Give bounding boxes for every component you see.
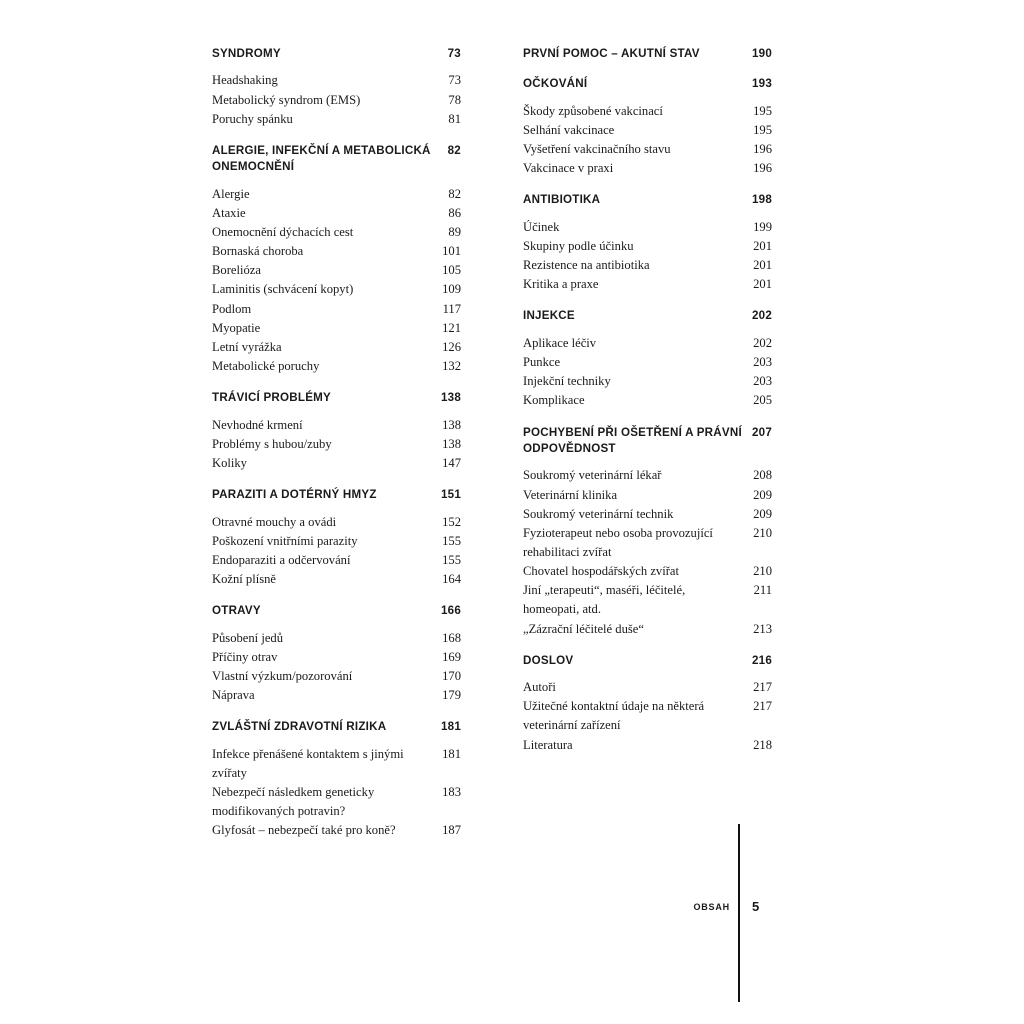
- toc-entry[interactable]: [523, 218, 772, 237]
- toc-section-heading[interactable]: [523, 192, 772, 208]
- toc-entry-page: 211: [753, 583, 772, 598]
- toc-section-heading[interactable]: [212, 143, 461, 176]
- toc-entry-page: 196: [753, 142, 772, 157]
- footer-section-label: OBSAH: [693, 902, 730, 912]
- toc-entry-title: Soukromý veterinární lékař: [523, 468, 662, 483]
- toc-section-title: POCHYBENÍ PŘI OŠETŘENÍ A PRÁVNÍ ODPOVĚDNOST: [523, 425, 742, 455]
- toc-entry-title: Rezistence na antibiotika: [523, 258, 650, 273]
- toc-entry-title: Působení jedů: [212, 630, 284, 645]
- toc-entry[interactable]: [523, 140, 772, 159]
- toc-entry-title: Glyfosát – nebezpečí také pro koně?: [212, 823, 396, 838]
- toc-entry[interactable]: [523, 678, 772, 697]
- toc-entry-title: Metabolický syndrom (EMS): [212, 92, 361, 107]
- toc-entry-title: Škody způsobené vakcinací: [523, 103, 663, 118]
- toc-entry-page: 89: [448, 225, 461, 240]
- toc-entry-page: 195: [753, 103, 772, 118]
- toc-entry[interactable]: [212, 261, 461, 280]
- toc-section-title: PARAZITI A DOTÉRNÝ HMYZ: [212, 488, 377, 502]
- toc-section-page: 207: [751, 425, 772, 439]
- toc-entry-page: 195: [753, 123, 772, 138]
- toc-column-left: [212, 46, 461, 840]
- toc-entry-page: 105: [442, 263, 461, 278]
- toc-entry-title: Veterinární klinika: [523, 487, 618, 502]
- toc-entry-page: 138: [442, 417, 461, 432]
- spacer: [212, 504, 461, 513]
- toc-section-heading[interactable]: [523, 653, 772, 669]
- toc-section-page: 193: [751, 77, 772, 91]
- toc-entry[interactable]: [523, 256, 772, 275]
- toc-entry-group: [523, 466, 772, 638]
- toc-entry-page: 201: [753, 277, 772, 292]
- toc-column-right: [523, 46, 772, 840]
- toc-entry[interactable]: [212, 686, 461, 705]
- toc-entry-group: [212, 71, 461, 128]
- toc-section-page: 216: [751, 653, 772, 667]
- toc-section-heading[interactable]: [523, 76, 772, 92]
- toc-entry-title: Punkce: [523, 355, 561, 370]
- toc-section-title: DOSLOV: [523, 653, 574, 667]
- toc-entry-page: 201: [753, 258, 772, 273]
- toc-entry[interactable]: [212, 629, 461, 648]
- toc-entry[interactable]: [212, 416, 461, 435]
- toc-entry-title: Myopatie: [212, 320, 261, 335]
- toc-entry-title: Jiní „terapeuti“, maséři, léčitelé, homeopati, atd.: [523, 583, 686, 617]
- toc-entry-page: 209: [753, 487, 772, 502]
- toc-entry-page: 210: [753, 564, 772, 579]
- toc-entry[interactable]: [523, 486, 772, 505]
- toc-entry-page: 126: [442, 339, 461, 354]
- toc-entry-title: Kritika a praxe: [523, 277, 599, 292]
- toc-entry[interactable]: [523, 697, 772, 735]
- spacer: [523, 62, 772, 76]
- toc-entry-page: 210: [753, 525, 772, 540]
- toc-section-heading[interactable]: [523, 46, 772, 62]
- page-footer: [642, 899, 772, 1002]
- toc-section-page: 166: [440, 604, 461, 618]
- toc-entry-page: 152: [442, 514, 461, 529]
- spacer: [523, 178, 772, 192]
- toc-entry[interactable]: [523, 353, 772, 372]
- toc-section-page: 181: [440, 720, 461, 734]
- toc-entry-page: 209: [753, 506, 772, 521]
- toc-entry-title: Příčiny otrav: [212, 649, 278, 664]
- toc-entry[interactable]: [212, 454, 461, 473]
- toc-entry-page: 199: [753, 219, 772, 234]
- toc-entry[interactable]: [212, 110, 461, 129]
- toc-entry-group: [212, 416, 461, 473]
- toc-entry-group: [212, 185, 461, 376]
- toc-entry-page: 138: [442, 436, 461, 451]
- toc-entry[interactable]: [212, 185, 461, 204]
- toc-entry[interactable]: [212, 667, 461, 686]
- toc-entry-page: 117: [442, 301, 461, 316]
- toc-entry-group: [523, 102, 772, 179]
- toc-section-title: INJEKCE: [523, 309, 575, 323]
- footer-divider: [738, 824, 740, 1002]
- toc-section-title: ALERGIE, INFEKČNÍ A METABOLICKÁ ONEMOCNĚNÍ: [212, 143, 431, 174]
- toc-entry-page: 168: [442, 630, 461, 645]
- toc-section-heading[interactable]: [212, 603, 461, 619]
- toc-entry[interactable]: [212, 204, 461, 223]
- toc-section-page: 190: [751, 47, 772, 60]
- spacer: [212, 62, 461, 71]
- toc-entry-title: Náprava: [212, 687, 255, 702]
- toc-entry-title: Podlom: [212, 301, 252, 316]
- toc-entry-title: Poruchy spánku: [212, 111, 293, 126]
- spacer: [523, 639, 772, 653]
- toc-entry-page: 164: [442, 571, 461, 586]
- toc-entry[interactable]: [212, 280, 461, 299]
- toc-entry-title: Fyzioterapeut nebo osoba provozující rehabilitaci zvířat: [523, 525, 713, 559]
- toc-entry-page: 109: [442, 282, 461, 297]
- toc-entry-page: 73: [448, 73, 461, 88]
- toc-entry-page: 86: [448, 205, 461, 220]
- toc-entry-page: 170: [442, 668, 461, 683]
- spacer: [212, 705, 461, 719]
- toc-entry-title: Komplikace: [523, 393, 585, 408]
- toc-entry-title: Koliky: [212, 455, 247, 470]
- toc-entry-title: Letní vyrážka: [212, 339, 282, 354]
- toc-section-page: 198: [751, 193, 772, 207]
- toc-entry[interactable]: [212, 551, 461, 570]
- toc-section-page: 73: [447, 47, 461, 60]
- toc-entry-page: 208: [753, 468, 772, 483]
- toc-section-heading[interactable]: [523, 308, 772, 324]
- spacer: [523, 93, 772, 102]
- spacer: [523, 209, 772, 218]
- toc-entry[interactable]: [212, 300, 461, 319]
- toc-entry-title: Injekční techniky: [523, 374, 611, 389]
- toc-entry-page: 181: [442, 746, 461, 761]
- toc-entry[interactable]: [212, 570, 461, 589]
- toc-entry-title: Soukromý veterinární technik: [523, 506, 674, 521]
- toc-entry[interactable]: [212, 91, 461, 110]
- toc-section-title: ZVLÁŠTNÍ ZDRAVOTNÍ RIZIKA: [212, 720, 387, 734]
- toc-section-title: OČKOVÁNÍ: [523, 77, 588, 91]
- toc-entry[interactable]: [523, 466, 772, 485]
- toc-entry-page: 217: [753, 680, 772, 695]
- toc-entry-title: Autoři: [523, 680, 556, 695]
- toc-entry[interactable]: [212, 783, 461, 821]
- toc-entry[interactable]: [212, 745, 461, 783]
- toc-entry[interactable]: [523, 620, 772, 639]
- toc-entry-title: Literatura: [523, 737, 573, 752]
- toc-entry-title: Ataxie: [212, 205, 246, 220]
- spacer: [523, 411, 772, 425]
- toc-entry-page: 213: [753, 621, 772, 636]
- toc-entry-title: Headshaking: [212, 73, 278, 88]
- toc-section-heading[interactable]: [523, 425, 772, 458]
- toc-entry-title: Kožní plísně: [212, 571, 277, 586]
- toc-entry[interactable]: [212, 821, 461, 840]
- toc-entry-page: 169: [442, 649, 461, 664]
- toc-entry-title: Aplikace léčiv: [523, 335, 597, 350]
- toc-entry[interactable]: [523, 391, 772, 410]
- toc-entry-page: 183: [442, 784, 461, 799]
- toc-entry-title: Metabolické poruchy: [212, 359, 320, 374]
- toc-entry[interactable]: [212, 435, 461, 454]
- toc-section-heading[interactable]: [212, 487, 461, 503]
- toc-entry[interactable]: [523, 159, 772, 178]
- toc-entry-title: Otravné mouchy a ovádi: [212, 514, 337, 529]
- toc-entry-page: 217: [753, 699, 772, 714]
- toc-entry[interactable]: [212, 513, 461, 532]
- toc-entry[interactable]: [212, 71, 461, 90]
- toc-entry[interactable]: [523, 237, 772, 256]
- toc-entry-page: 121: [442, 320, 461, 335]
- spacer: [523, 457, 772, 466]
- toc-entry-title: Problémy s hubou/zuby: [212, 436, 332, 451]
- toc-section-heading[interactable]: [212, 46, 461, 62]
- spacer: [212, 620, 461, 629]
- toc-entry-title: Nebezpečí následkem geneticky modifikovaných potravin?: [212, 784, 375, 818]
- toc-entry-group: [212, 513, 461, 590]
- toc-entry-page: 81: [448, 111, 461, 126]
- toc-entry-title: Endoparaziti a odčervování: [212, 552, 351, 567]
- toc-entry[interactable]: [212, 319, 461, 338]
- toc-entry-title: Vlastní výzkum/pozorování: [212, 668, 353, 683]
- toc-entry-title: Užitečné kontaktní údaje na některá veterinární zařízení: [523, 699, 705, 733]
- toc-entry-group: [212, 629, 461, 706]
- toc-entry[interactable]: [212, 357, 461, 376]
- spacer: [212, 129, 461, 143]
- toc-entry-page: 201: [753, 239, 772, 254]
- toc-entry-title: Chovatel hospodářských zvířat: [523, 564, 679, 579]
- page-number: 5: [752, 899, 760, 914]
- toc-entry-page: 179: [442, 687, 461, 702]
- toc-entry[interactable]: [212, 338, 461, 357]
- toc-entry-group: [523, 678, 772, 755]
- toc-entry-title: Alergie: [212, 186, 250, 201]
- toc-section-page: 82: [447, 143, 461, 157]
- toc-entry-title: Nevhodné krmení: [212, 417, 303, 432]
- toc-section-page: 151: [440, 488, 461, 502]
- toc-entry-page: 147: [442, 455, 461, 470]
- toc-entry-title: Selhání vakcinace: [523, 123, 615, 138]
- toc-entry[interactable]: [212, 242, 461, 261]
- toc-entry[interactable]: [523, 505, 772, 524]
- toc-entry-page: 155: [442, 533, 461, 548]
- toc-entry-title: Infekce přenášené kontaktem s jinými zvířaty: [212, 746, 404, 780]
- spacer: [523, 325, 772, 334]
- toc-section-page: 138: [440, 391, 461, 405]
- toc-entry[interactable]: [523, 736, 772, 755]
- spacer: [212, 473, 461, 487]
- toc-entry-title: Onemocnění dýchacích cest: [212, 225, 354, 240]
- spacer: [212, 589, 461, 603]
- spacer: [212, 176, 461, 185]
- toc-entry[interactable]: [523, 121, 772, 140]
- toc-entry-title: „Zázrační léčitelé duše“: [523, 621, 644, 636]
- toc-entry-page: 187: [442, 823, 461, 838]
- spacer: [212, 407, 461, 416]
- spacer: [212, 736, 461, 745]
- toc-entry-title: Poškození vnitřními parazity: [212, 533, 358, 548]
- toc-entry-group: [523, 334, 772, 411]
- toc-entry-page: 78: [448, 92, 461, 107]
- toc-entry[interactable]: [523, 102, 772, 121]
- toc-entry-page: 101: [442, 244, 461, 259]
- toc-entry[interactable]: [523, 581, 772, 619]
- spacer: [212, 376, 461, 390]
- toc-entry[interactable]: [212, 532, 461, 551]
- toc-entry-group: [523, 218, 772, 295]
- toc-entry-group: [212, 745, 461, 841]
- toc-section-title: PRVNÍ POMOC – AKUTNÍ STAV: [523, 47, 700, 60]
- toc-entry-page: 132: [442, 359, 461, 374]
- toc-entry-page: 196: [753, 161, 772, 176]
- toc-entry-page: 155: [442, 552, 461, 567]
- toc-entry[interactable]: [523, 562, 772, 581]
- toc-entry-title: Laminitis (schvácení kopyt): [212, 282, 354, 297]
- toc-entry-title: Účinek: [523, 219, 560, 234]
- toc-section-title: ANTIBIOTIKA: [523, 193, 601, 207]
- toc-section-title: OTRAVY: [212, 604, 261, 618]
- spacer: [523, 294, 772, 308]
- toc-entry-page: 205: [753, 393, 772, 408]
- toc-entry[interactable]: [212, 223, 461, 242]
- toc-entry[interactable]: [523, 334, 772, 353]
- toc-entry-page: 203: [753, 374, 772, 389]
- toc-section-title: SYNDROMY: [212, 47, 281, 60]
- toc-entry[interactable]: [523, 275, 772, 294]
- toc-entry-page: 82: [448, 186, 461, 201]
- toc-entry-page: 218: [753, 737, 772, 752]
- toc-entry[interactable]: [212, 648, 461, 667]
- toc-entry-title: Vakcinace v praxi: [523, 161, 614, 176]
- toc-entry[interactable]: [523, 524, 772, 562]
- toc-entry-title: Skupiny podle účinku: [523, 239, 634, 254]
- toc-entry-title: Vyšetření vakcinačního stavu: [523, 142, 671, 157]
- toc-entry-page: 202: [753, 335, 772, 350]
- toc-section-heading[interactable]: [212, 719, 461, 735]
- toc-entry[interactable]: [523, 372, 772, 391]
- toc-entry-page: 203: [753, 355, 772, 370]
- toc-entry-title: Borelióza: [212, 263, 261, 278]
- spacer: [523, 669, 772, 678]
- toc-section-title: TRÁVICÍ PROBLÉMY: [212, 391, 332, 405]
- toc-columns: [212, 46, 772, 840]
- toc-section-page: 202: [751, 309, 772, 323]
- toc-section-heading[interactable]: [212, 390, 461, 406]
- toc-entry-title: Bornaská choroba: [212, 244, 304, 259]
